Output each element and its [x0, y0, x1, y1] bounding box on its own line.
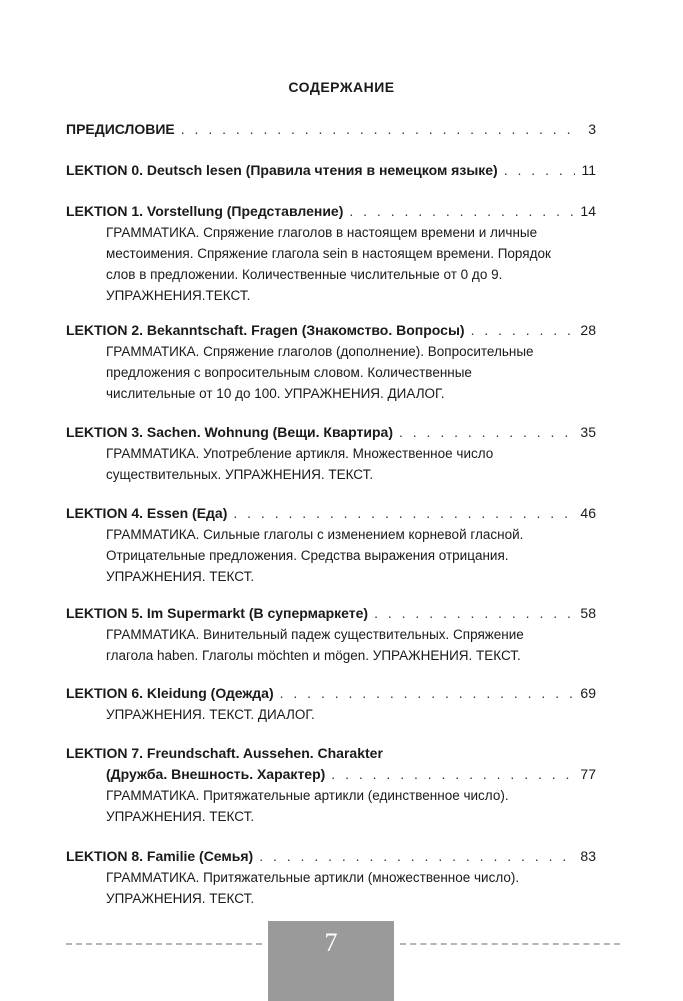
toc-entry-page: 14 [580, 203, 596, 219]
desc-line: ГРАММАТИКА. Притяжательные артикли (единственное число). [106, 788, 509, 803]
desc-line: УПРАЖНЕНИЯ.ТЕКСТ. [106, 288, 251, 303]
toc-entry-heading [66, 320, 596, 341]
toc-entry-description [106, 867, 596, 909]
desc-line: ГРАММАТИКА. Спряжение глаголов в настоящем времени и личные [106, 225, 538, 240]
toc-entry-description [106, 785, 596, 827]
toc-entry-heading [106, 764, 596, 785]
toc-entry-title: (Дружба. Внешность. Характер) [106, 766, 326, 782]
toc-entry-description [106, 222, 596, 306]
desc-line: слов в предложении. Количественные числительные от 0 до 9. [106, 267, 503, 282]
toc-entry-title: LEKTION 6. Kleidung (Одежда) [66, 685, 274, 701]
dot-leader [331, 764, 574, 785]
toc-entry-title: LEKTION 1. Vorstellung (Представление) [66, 203, 344, 219]
toc-entry-heading [66, 846, 596, 867]
toc-entry[interactable] [66, 846, 596, 909]
toc-entry-title: LEKTION 5. Im Supermarkt (В супермаркете) [66, 605, 369, 621]
toc-entry[interactable] [66, 503, 596, 587]
toc-entry[interactable] [66, 160, 596, 181]
toc-entry[interactable] [66, 422, 596, 485]
toc-entry[interactable] [66, 743, 596, 827]
page-title: СОДЕРЖАНИЕ [288, 79, 395, 95]
toc-entry-title: LEKTION 8. Familie (Семья) [66, 848, 254, 864]
toc-entry-page: 35 [580, 424, 596, 440]
page-number-box [268, 921, 394, 1001]
desc-line: ГРАММАТИКА. Винительный падеж существительных. Спряжение [106, 627, 524, 642]
dot-leader [259, 846, 574, 867]
desc-line: ГРАММАТИКА. Притяжательные артикли (множественное число). [106, 870, 520, 885]
toc-entry-title: LEKTION 0. Deutsch lesen (Правила чтения в немецком языке) [66, 162, 498, 178]
desc-line: УПРАЖНЕНИЯ. ТЕКСТ. [106, 569, 255, 584]
toc-entry-page: 83 [580, 848, 596, 864]
desc-line: УПРАЖНЕНИЯ. ТЕКСТ. ДИАЛОГ. [106, 707, 315, 722]
toc-entry-heading [66, 683, 596, 704]
toc-entry[interactable] [66, 683, 596, 725]
desc-line: ГРАММАТИКА. Сильные глаголы с изменением корневой гласной. [106, 527, 524, 542]
toc-entry-page: 69 [580, 685, 596, 701]
toc-entry-title: LEKTION 7. Freundschaft. Aussehen. Charakter [66, 745, 383, 761]
toc-entry-description [106, 341, 596, 404]
dot-leader [504, 160, 576, 181]
toc-entry-page: 77 [580, 766, 596, 782]
toc-entry-heading [66, 160, 596, 181]
toc-entry[interactable] [66, 320, 596, 404]
dot-leader [471, 320, 575, 341]
toc-entry-page: 58 [580, 605, 596, 621]
toc-entry-heading [66, 201, 596, 222]
toc-entry-page: 3 [588, 121, 596, 137]
toc-entry-description [106, 624, 596, 666]
toc-entry[interactable] [66, 603, 596, 666]
desc-line: глагола haben. Глаголы möchten и mögen. УПРАЖНЕНИЯ. ТЕКСТ. [106, 648, 521, 663]
toc-entry-title: LEKTION 2. Bekanntschaft. Fragen (Знакомство. Вопросы) [66, 322, 465, 338]
toc-entry-page: 46 [580, 505, 596, 521]
desc-line: УПРАЖНЕНИЯ. ТЕКСТ. [106, 809, 255, 824]
desc-line: ГРАММАТИКА. Употребление артикля. Множественное число [106, 446, 494, 461]
toc-entry-heading [66, 422, 596, 443]
dot-leader [399, 422, 574, 443]
dot-leader [181, 119, 576, 140]
desc-line: ГРАММАТИКА. Спряжение глаголов (дополнение). Вопросительные [106, 344, 534, 359]
toc-entry-page: 11 [581, 162, 596, 178]
toc-entry[interactable] [66, 119, 596, 140]
dot-leader [233, 503, 574, 524]
dot-leader [349, 201, 574, 222]
desc-line: предложения с вопросительным словом. Количественные [106, 365, 472, 380]
dot-leader [280, 683, 575, 704]
toc-entry-description [106, 524, 596, 587]
desc-line: существительных. УПРАЖНЕНИЯ. ТЕКСТ. [106, 467, 374, 482]
toc-entry-heading [66, 603, 596, 624]
toc-entry-title: ПРЕДИСЛОВИЕ [66, 121, 175, 137]
toc-entry-page: 28 [580, 322, 596, 338]
desc-line: Отрицательные предложения. Средства выражения отрицания. [106, 548, 509, 563]
footer-dashed-rule-left [66, 943, 262, 945]
page-number: 7 [324, 928, 338, 957]
dot-leader [374, 603, 574, 624]
toc-entry-heading [66, 503, 596, 524]
desc-line: УПРАЖНЕНИЯ. ТЕКСТ. [106, 891, 255, 906]
desc-line: местоимения. Спряжение глагола sein в настоящем времени. Порядок [106, 246, 551, 261]
toc-entry-title: LEKTION 4. Essen (Еда) [66, 505, 228, 521]
toc-entry[interactable] [66, 201, 596, 306]
toc-entry-heading [66, 119, 596, 140]
toc-entry-description [106, 704, 596, 725]
toc-entry-description [106, 443, 596, 485]
toc-entry-title: LEKTION 3. Sachen. Wohnung (Вещи. Квартира) [66, 424, 393, 440]
desc-line: числительные от 10 до 100. УПРАЖНЕНИЯ. ДИАЛОГ. [106, 386, 445, 401]
footer-dashed-rule-right [400, 943, 620, 945]
